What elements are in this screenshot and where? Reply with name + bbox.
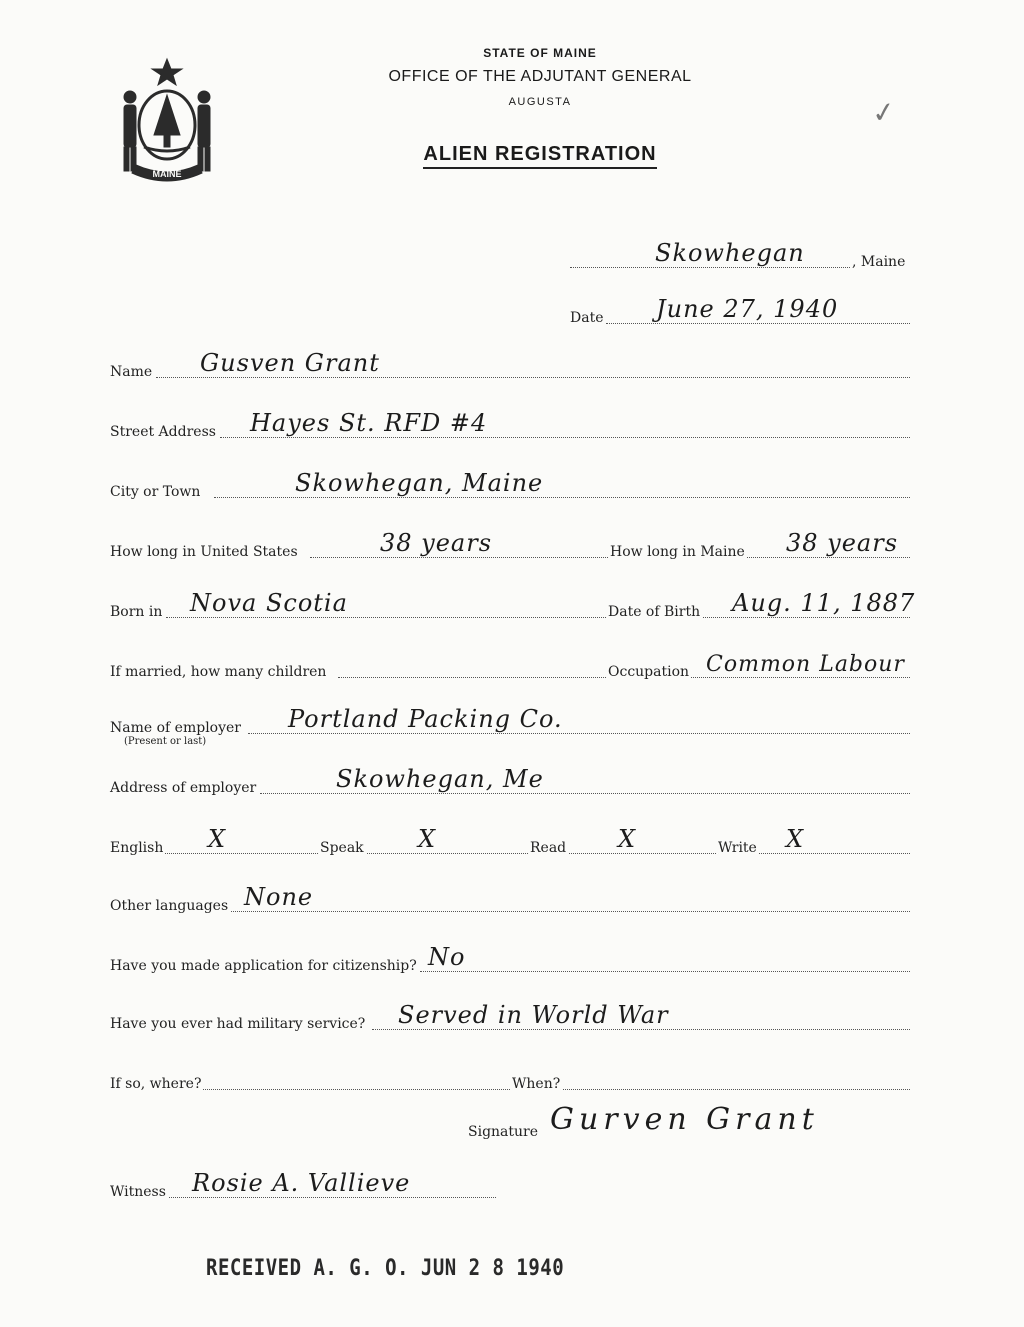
occupation-value: Common Labour bbox=[706, 652, 905, 677]
date-label: Date bbox=[570, 310, 604, 326]
citizenship-row bbox=[110, 944, 910, 974]
seal-text: MAINE bbox=[152, 169, 182, 179]
dob-value: Aug. 11, 1887 bbox=[732, 589, 916, 617]
us-label: How long in United States bbox=[110, 544, 298, 560]
signature-row bbox=[468, 1102, 968, 1140]
where-label: If so, where? bbox=[110, 1076, 202, 1092]
english-label: English bbox=[110, 840, 164, 856]
date-row bbox=[570, 296, 910, 326]
maine-value: 38 years bbox=[786, 529, 899, 557]
place-value: Skowhegan bbox=[655, 239, 805, 267]
street-row bbox=[110, 410, 910, 440]
city-label: City or Town bbox=[110, 484, 201, 500]
other-languages-line bbox=[228, 911, 910, 912]
english-row bbox=[110, 826, 910, 856]
city-row bbox=[110, 470, 910, 500]
speak-value: X bbox=[418, 825, 437, 853]
header-office: OFFICE OF THE ADJUTANT GENERAL bbox=[388, 68, 692, 85]
children-row bbox=[110, 650, 910, 680]
signature-label: Signature bbox=[468, 1124, 539, 1140]
name-value: Gusven Grant bbox=[200, 349, 380, 377]
employer-address-label: Address of employer bbox=[110, 780, 257, 796]
header-city: AUGUSTA bbox=[508, 96, 572, 108]
born-label: Born in bbox=[110, 604, 163, 620]
other-languages-row bbox=[110, 884, 910, 914]
witness-row bbox=[110, 1170, 510, 1200]
city-line bbox=[214, 497, 910, 498]
street-label: Street Address bbox=[110, 424, 216, 440]
other-languages-label: Other languages bbox=[110, 898, 229, 914]
born-value: Nova Scotia bbox=[190, 589, 348, 617]
name-row bbox=[110, 350, 910, 380]
read-label: Read bbox=[530, 840, 567, 856]
employer-label: Name of employer bbox=[110, 720, 241, 736]
born-row bbox=[110, 589, 916, 620]
english-value: X bbox=[208, 825, 227, 853]
received-stamp: RECEIVED A. G. O. JUN 2 8 1940 bbox=[206, 1255, 565, 1281]
military-label: Have you ever had military service? bbox=[110, 1016, 366, 1032]
employer-address-row bbox=[110, 766, 910, 796]
us-value: 38 years bbox=[380, 529, 493, 557]
citizenship-label: Have you made application for citizenship? bbox=[110, 958, 417, 974]
checkmark-icon: ✓ bbox=[869, 94, 898, 131]
name-line bbox=[156, 377, 910, 378]
read-value: X bbox=[618, 825, 637, 853]
form-title bbox=[340, 143, 740, 166]
write-value: X bbox=[786, 825, 805, 853]
place-line bbox=[570, 267, 850, 268]
employer-line bbox=[248, 733, 910, 734]
speak-label: Speak bbox=[320, 840, 364, 856]
signature-value: Gurven Grant bbox=[550, 1102, 819, 1137]
dob-label: Date of Birth bbox=[608, 604, 701, 620]
date-value: June 27, 1940 bbox=[656, 295, 839, 323]
occupation-label: Occupation bbox=[608, 664, 690, 680]
witness-label: Witness bbox=[110, 1184, 166, 1200]
maine-label: How long in Maine bbox=[610, 544, 745, 560]
street-value: Hayes St. RFD #4 bbox=[250, 409, 488, 437]
city-value: Skowhegan, Maine bbox=[295, 469, 544, 497]
employer-row bbox=[110, 706, 910, 736]
military-row bbox=[110, 1002, 910, 1032]
other-languages-value: None bbox=[244, 883, 314, 911]
state-seal-icon bbox=[112, 55, 222, 190]
children-label: If married, how many children bbox=[110, 664, 327, 680]
where-row bbox=[110, 1062, 910, 1092]
military-line bbox=[372, 1029, 910, 1030]
witness-line bbox=[166, 1197, 496, 1198]
born-line bbox=[166, 617, 910, 618]
duration-row bbox=[110, 530, 910, 560]
employer-value: Portland Packing Co. bbox=[288, 705, 563, 733]
citizenship-line bbox=[420, 971, 910, 972]
place-suffix: , Maine bbox=[852, 254, 906, 270]
name-label: Name bbox=[110, 364, 153, 380]
employer-sublabel: (Present or last) bbox=[124, 736, 207, 747]
street-line bbox=[220, 437, 910, 438]
employer-address-line bbox=[260, 793, 910, 794]
when-label: When? bbox=[512, 1076, 561, 1092]
header-state: STATE OF MAINE bbox=[483, 46, 597, 60]
citizenship-value: No bbox=[428, 943, 466, 971]
write-label: Write bbox=[718, 840, 757, 856]
military-value: Served in World War bbox=[398, 1001, 669, 1029]
witness-value: Rosie A. Vallieve bbox=[192, 1169, 411, 1197]
date-line bbox=[606, 323, 910, 324]
employer-address-value: Skowhegan, Me bbox=[336, 765, 544, 793]
form-title-text: ALIEN REGISTRATION bbox=[423, 143, 656, 169]
place-row bbox=[570, 240, 910, 270]
